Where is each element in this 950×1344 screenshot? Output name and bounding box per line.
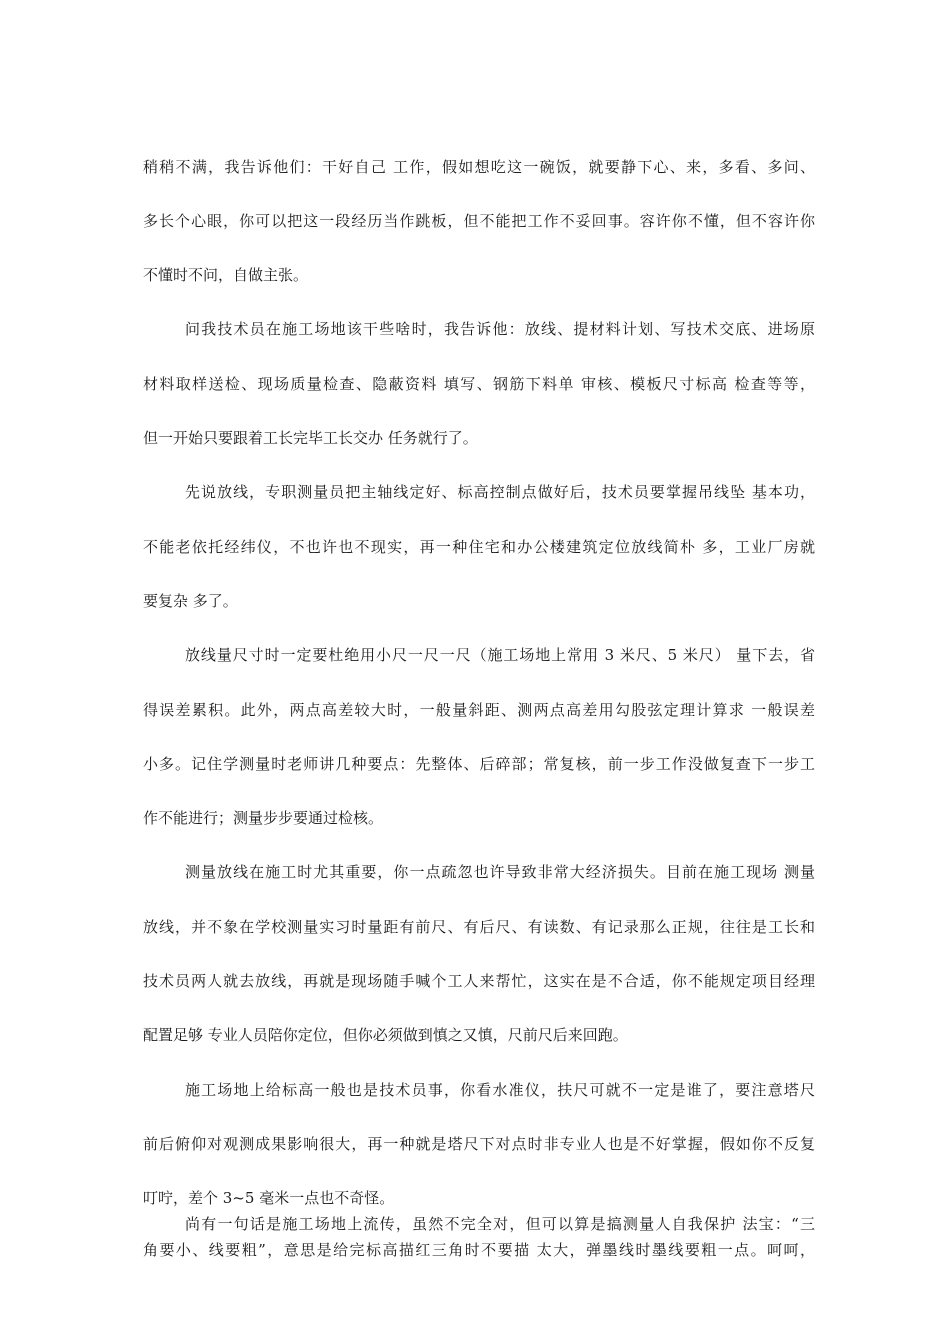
paragraph-first-line: 尚有一句话是施工场地上流传，虽然不完全对，但可以算是搞测量人自我保护 法宝：“三 [185,1215,815,1233]
text-line: 要复杂 多了。 [143,592,238,610]
paragraph-first-line: 施工场地上给标高一般也是技术员事，你看水准仪，扶尺可就不一定是谁了，要注意塔尺 [185,1081,815,1099]
text-line: 放线，并不象在学校测量实习时量距有前尺、有后尺、有读数、有记录那么正规，往往是工长和 [143,918,815,936]
text-line: 不能老依托经纬仪，不也许也不现实，再一种住宅和办公楼建筑定位放线简朴 多，工业厂房就 [143,538,815,556]
text-line: 前后俯仰对观测成果影响很大，再一种就是塔尺下对点时非专业人也是不好掌握，假如你不反复 [143,1135,815,1153]
text-line: 材料取样送检、现场质量检查、隐蔽资料 填写、钢筋下料单 审核、模板尺寸标高 检查等等， [143,375,815,393]
text-line: 得误差累积。此外，两点高差较大时，一般量斜距、测两点高差用勾股弦定理计算求 一般误差 [143,701,815,719]
text-line: 但一开始只要跟着工长完毕工长交办 任务就行了。 [143,429,478,447]
paragraph-first-line: 测量放线在施工时尤其重要，你一点疏忽也许导致非常大经济损失。目前在施工现场 测量 [185,863,815,881]
text-line: 技术员两人就去放线，再就是现场随手喊个工人来帮忙，这实在是不合适，你不能规定项目经理 [143,972,815,990]
text-line: 作不能进行；测量步步要通过检核。 [143,809,384,827]
text-line: 稍稍不满，我告诉他们：干好自己 工作，假如想吃这一碗饭，就要静下心、来，多看、多问、 [143,158,815,176]
paragraph-first-line: 问我技术员在施工场地该干些啥时，我告诉他：放线、提材料计划、写技术交底、进场原 [185,320,815,338]
text-line: 多长个心眼，你可以把这一段经历当作跳板，但不能把工作不妥回事。容许你不懂，但不容许你 [143,212,815,230]
paragraph-first-line: 先说放线，专职测量员把主轴线定好、标高控制点做好后，技术员要掌握吊线坠 基本功， [185,483,815,501]
text-line: 角要小、线要粗”，意思是给完标高描红三角时不要描 太大，弹墨线时墨线要粗一点。呵呵， [143,1241,815,1259]
text-line: 不懂时不问，自做主张。 [143,266,309,284]
text-line: 小多。记住学测量时老师讲几种要点：先整体、后碎部；常复核，前一步工作没做复查下一步工 [143,755,815,773]
text-line: 配置足够 专业人员陪你定位，但你必须做到慎之又慎，尺前尺后来回跑。 [143,1026,628,1044]
paragraph-first-line: 放线量尺寸时一定要杜绝用小尺一尺一尺（施工场地上常用 3 米尺、5 米尺） 量下去，省 [185,646,815,664]
text-line: 叮咛，差个 3~5 毫米一点也不奇怪。 [143,1189,395,1207]
